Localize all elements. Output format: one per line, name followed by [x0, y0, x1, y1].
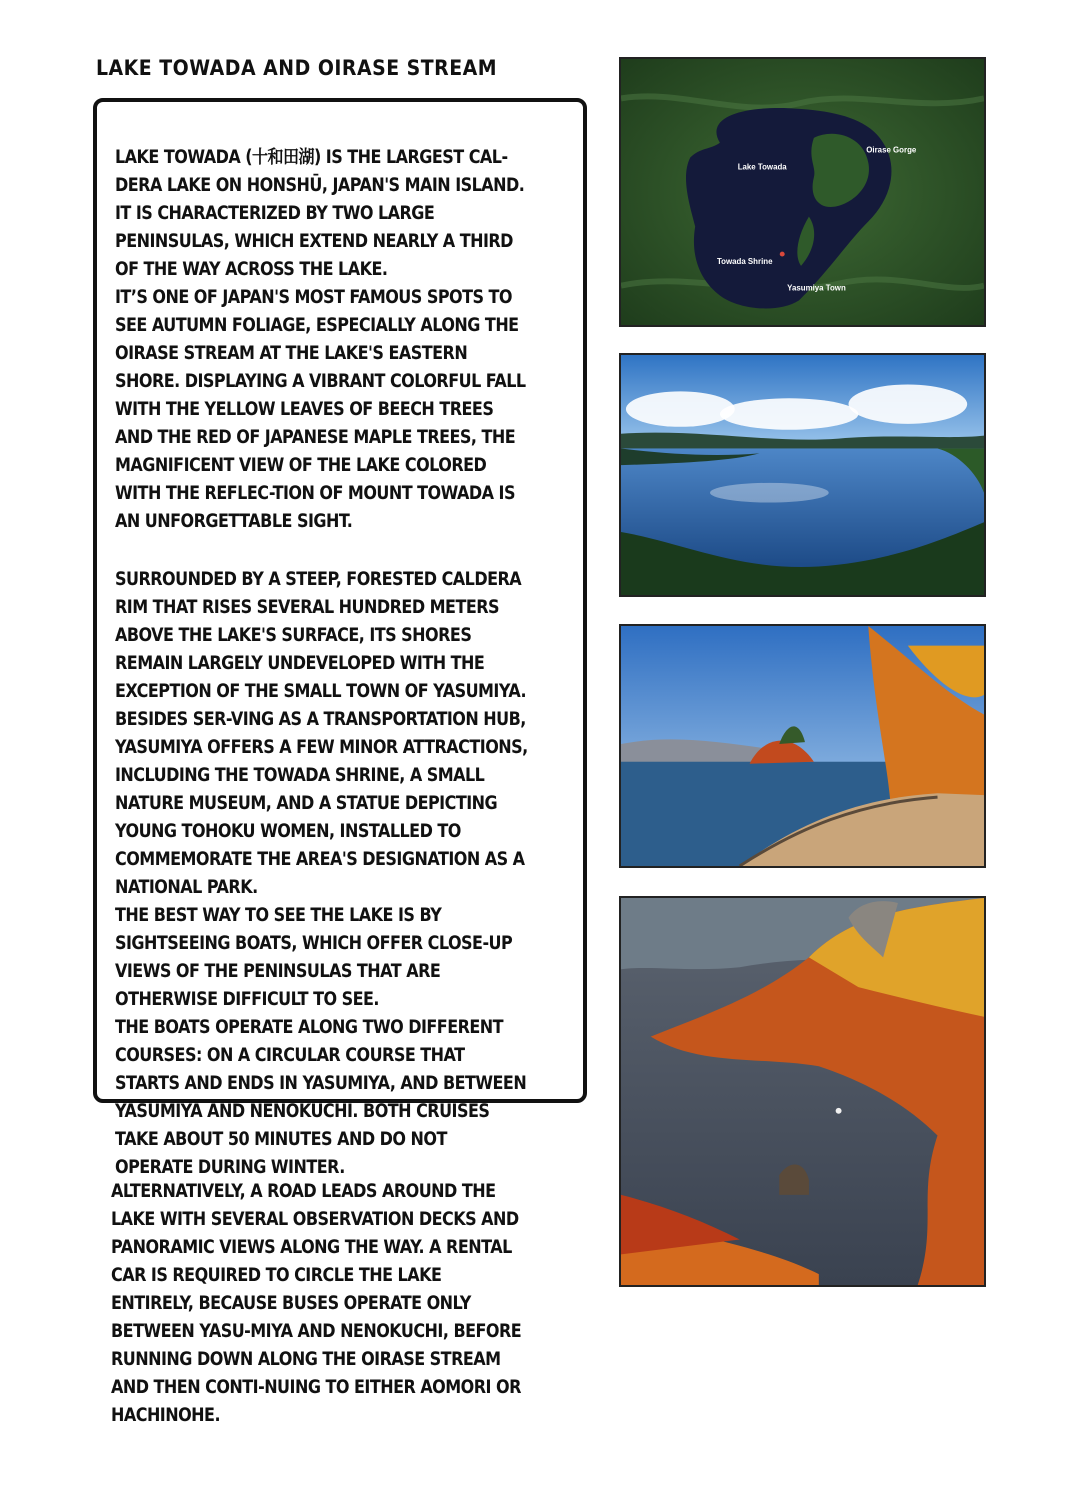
paragraph-caldera-yasumiya: SURROUNDED BY A STEEP, FORESTED CALDERA RIM THAT RISES SEVERAL HUNDRED METERS ABOVE THE LAKE'S SURFACE, ITS SHORES REMAIN LARGELY UNDEVELOPED WITH THE EXCEPTION OF THE SMALL TOWN OF YASUMIYA. BESIDES SER-VING AS A TRANSPORTATION HUB, YASUMIYA OFFERS A FEW MINOR ATTRACTIONS, INCLUDING THE TOWADA SHRINE, A SMALL NATURE MUSEUM, AND A STATUE DEPICTING YOUNG TOHOKU WOMEN, INSTALLED TO COMMEMORATE THE AREA'S DESIGNATION AS A NATIONAL PARK. [115, 569, 528, 898]
autumn-cliffs-photo [619, 896, 986, 1287]
shore-path-photo [619, 624, 986, 868]
paragraph-sightseeing-boats: THE BEST WAY TO SEE THE LAKE IS BY SIGHTSEEING BOATS, WHICH OFFER CLOSE-UP VIEWS OF THE PENINSULAS THAT ARE OTHERWISE DIFFICULT TO SEE. [115, 905, 513, 1010]
text-panel [93, 98, 587, 1178]
map-label-town: Yasumiya Town [787, 283, 846, 293]
map-photo [619, 57, 986, 327]
paragraph-road: ALTERNATIVELY, A ROAD LEADS AROUND THE LAKE WITH SEVERAL OBSERVATION DECKS AND PANORAMIC VIEWS ALONG THE WAY. A RENTAL CAR IS REQUIRED TO CIRCLE THE LAKE ENTIRELY, BECAUSE BUSES OPERATE ONLY BETWEEN YASU-MIYA AND NENOKUCHI, BEFORE RUNNING DOWN ALONG THE OIRASE STREAM AND THEN CONTI-NUING TO EITHER AOMORI OR HACHINOHE. [111, 1181, 522, 1426]
map-label-lake: Lake Towada [737, 162, 787, 172]
page-title: LAKE TOWADA AND OIRASE STREAM [96, 56, 498, 80]
lake-panorama-photo [619, 353, 986, 597]
paragraph-boat-courses: THE BOATS OPERATE ALONG TWO DIFFERENT COURSES: ON A CIRCULAR COURSE THAT STARTS AND ENDS IN YASUMIYA, AND BETWEEN YASUMIYA AND NENOKUCHI. BOTH CRUISES TAKE ABOUT 50 MINUTES AND DO NOT OPERATE DURING WINTER. [115, 1017, 527, 1178]
paragraph-intro: LAKE TOWADA (十和田湖) IS THE LARGEST CAL-DERA LAKE ON HONSHŪ, JAPAN'S MAIN ISLAND. IT IS CHARACTERIZED BY TWO LARGE PENINSULAS, WHICH EXTEND NEARLY A THIRD OF THE WAY ACROSS THE LAKE. [115, 147, 525, 280]
map-label-shrine: Towada Shrine [716, 256, 773, 266]
paragraph-autumn-foliage: IT’S ONE OF JAPAN'S MOST FAMOUS SPOTS TO SEE AUTUMN FOLIAGE, ESPECIALLY ALONG THE OIRASE STREAM AT THE LAKE'S EASTERN SHORE. DISPLAYING A VIBRANT COLORFUL FALL WITH THE YELLOW LEAVES OF BEECH TREES AND THE RED OF JAPANESE MAPLE TREES, THE MAGNIFICENT VIEW OF THE LAKE COLORED WITH THE REFLEC-TION OF MOUNT TOWADA IS AN UNFORGETTABLE SIGHT. [115, 287, 526, 532]
paragraph-road-wrapper [111, 1178, 581, 1430]
map-label-gorge: Oirase Gorge [866, 145, 917, 155]
